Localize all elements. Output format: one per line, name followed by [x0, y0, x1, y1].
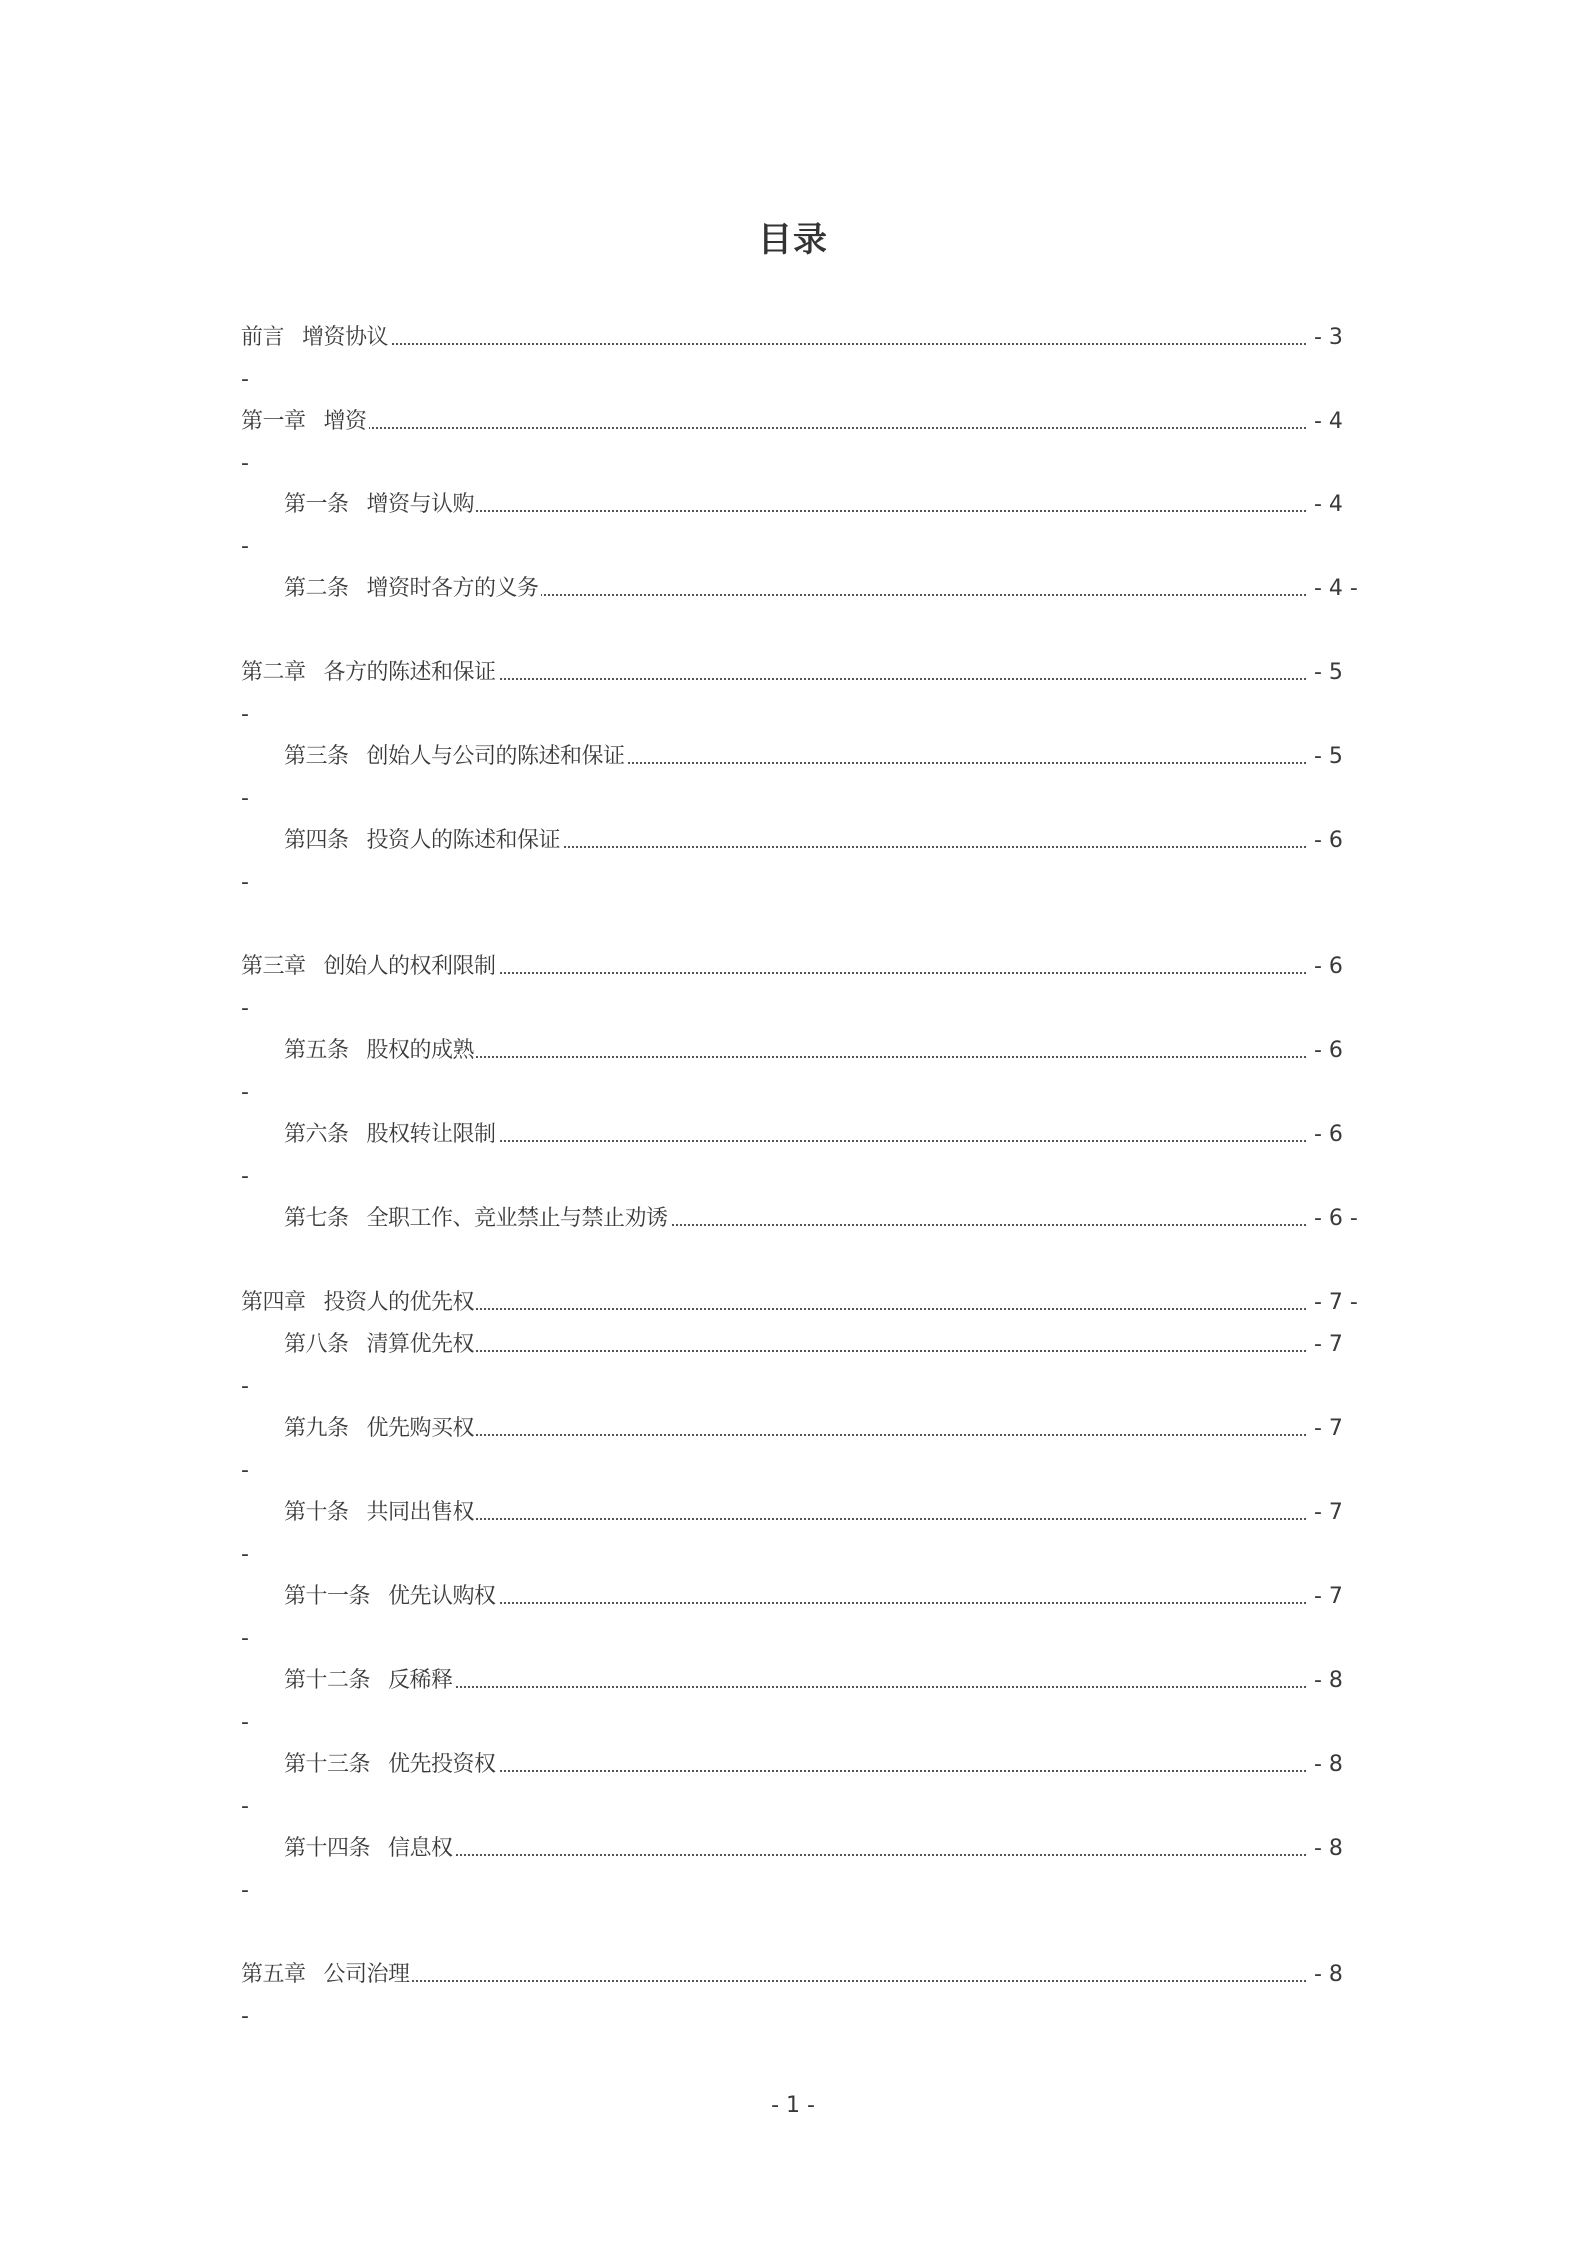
toc-entry-label — [284, 824, 562, 858]
toc-entry[interactable] — [284, 1202, 1306, 1236]
toc-entry-text: 优先认购权 — [388, 1584, 496, 1609]
toc-entry-number: 第三条 — [284, 744, 349, 769]
toc-title: 目录 — [758, 220, 828, 260]
toc-entry-page: - 6 — [1314, 954, 1343, 979]
toc-entry-text: 共同出售权 — [366, 1500, 475, 1525]
toc-entry[interactable] — [241, 1286, 1306, 1320]
toc-entry[interactable] — [284, 1118, 1306, 1152]
toc-entry-number: 第十一条 — [284, 1584, 371, 1609]
toc-entry-page-wrap: - — [241, 786, 249, 811]
toc-entry-label — [241, 405, 369, 439]
toc-entry-label — [241, 656, 498, 690]
toc-entry-text: 股权的成熟 — [366, 1038, 475, 1063]
toc-entry-page: - 7 — [1314, 1500, 1343, 1525]
toc-entry-text: 各方的陈述和保证 — [323, 660, 496, 685]
toc-entry-page: - 6 — [1314, 1122, 1343, 1147]
toc-entry-page: - 7 — [1314, 1416, 1343, 1441]
toc-entry-number: 第十二条 — [284, 1668, 371, 1693]
toc-entry-text: 优先购买权 — [366, 1416, 475, 1441]
toc-entry[interactable] — [284, 1664, 1306, 1698]
toc-entry-page-wrap: - — [241, 451, 249, 476]
toc-entry-number: 第十四条 — [284, 1836, 371, 1861]
toc-entry-page-wrap: - — [241, 367, 249, 392]
toc-entry-page-wrap: - — [241, 1164, 249, 1189]
toc-entry-page: - 4 — [1314, 492, 1343, 517]
toc-entry-number: 第六条 — [284, 1122, 349, 1147]
toc-entry-label — [284, 1328, 476, 1362]
toc-entry-page: - 7 — [1314, 1584, 1343, 1609]
toc-entry-page: - 8 — [1314, 1752, 1343, 1777]
toc-entry[interactable] — [241, 321, 1306, 355]
toc-entry-number: 前言 — [241, 325, 285, 350]
toc-entry-page-wrap: - — [241, 2004, 249, 2029]
toc-entry[interactable] — [241, 656, 1306, 690]
toc-entry[interactable] — [284, 824, 1306, 858]
toc-entry-number: 第十条 — [284, 1500, 349, 1525]
toc-entry-text: 全职工作、竞业禁止与禁止劝诱 — [366, 1206, 668, 1231]
toc-entry-page: - 7 - — [1314, 1290, 1358, 1315]
toc-entry-label — [284, 1202, 670, 1236]
toc-entry-number: 第九条 — [284, 1416, 349, 1441]
toc-entry-page: - 5 — [1314, 660, 1343, 685]
toc-entry-number: 第五章 — [241, 1962, 306, 1987]
dot-leader — [241, 427, 1306, 429]
toc-entry-text: 投资人的陈述和保证 — [366, 828, 561, 853]
toc-entry[interactable] — [241, 405, 1306, 439]
toc-entry-number: 第七条 — [284, 1206, 349, 1231]
toc-entry-page: - 6 - — [1314, 1206, 1358, 1231]
toc-entry-page: - 8 — [1314, 1668, 1343, 1693]
toc-entry-text: 增资协议 — [302, 325, 389, 350]
toc-entry[interactable] — [284, 1034, 1306, 1068]
toc-entry-number: 第一章 — [241, 409, 306, 434]
toc-entry[interactable] — [284, 1496, 1306, 1530]
toc-entry[interactable] — [284, 1832, 1306, 1866]
toc-entry-page: - 8 — [1314, 1836, 1343, 1861]
toc-entry-label — [241, 321, 390, 355]
toc-entry-text: 增资时各方的义务 — [366, 576, 539, 601]
page-number-footer: - 1 - — [771, 2093, 815, 2118]
toc-entry-text: 增资与认购 — [366, 492, 475, 517]
toc-entry-page-wrap: - — [241, 1374, 249, 1399]
toc-entry[interactable] — [284, 1412, 1306, 1446]
toc-entry-label — [284, 1034, 476, 1068]
toc-entry-page: - 6 — [1314, 828, 1343, 853]
toc-entry-label — [284, 1118, 498, 1152]
toc-entry[interactable] — [241, 950, 1306, 984]
toc-entry-number: 第五条 — [284, 1038, 349, 1063]
toc-entry-page-wrap: - — [241, 1794, 249, 1819]
toc-entry-number: 第二章 — [241, 660, 306, 685]
toc-entry-label — [284, 1832, 455, 1866]
toc-entry-page-wrap: - — [241, 1710, 249, 1735]
toc-entry-text: 创始人与公司的陈述和保证 — [366, 744, 625, 769]
toc-entry-page-wrap: - — [241, 534, 249, 559]
toc-entry-label — [241, 1958, 412, 1992]
toc-entry[interactable] — [241, 1958, 1306, 1992]
toc-entry-label — [284, 1496, 476, 1530]
toc-entry-text: 清算优先权 — [366, 1332, 475, 1357]
toc-entry-page-wrap: - — [241, 1626, 249, 1651]
toc-entry-page: - 6 — [1314, 1038, 1343, 1063]
toc-entry-text: 投资人的优先权 — [323, 1290, 475, 1315]
toc-entry-page: - 4 — [1314, 409, 1343, 434]
toc-entry-label — [284, 572, 541, 606]
toc-entry-label — [284, 488, 476, 522]
toc-entry-label — [241, 950, 498, 984]
dot-leader — [241, 343, 1306, 345]
toc-entry-page: - 3 — [1314, 325, 1343, 350]
toc-entry[interactable] — [284, 1748, 1306, 1782]
toc-entry-number: 第四条 — [284, 828, 349, 853]
toc-entry-number: 第三章 — [241, 954, 306, 979]
toc-entry-text: 优先投资权 — [388, 1752, 496, 1777]
toc-entry-page-wrap: - — [241, 996, 249, 1021]
toc-entry-label — [284, 1580, 498, 1614]
toc-entry-number: 第四章 — [241, 1290, 306, 1315]
toc-entry-page: - 8 — [1314, 1962, 1343, 1987]
toc-entry-page-wrap: - — [241, 1080, 249, 1105]
toc-entry-text: 信息权 — [388, 1836, 453, 1861]
toc-entry-page-wrap: - — [241, 870, 249, 895]
toc-entry-number: 第十三条 — [284, 1752, 371, 1777]
toc-entry-page: - 7 — [1314, 1332, 1343, 1357]
toc-entry-number: 第八条 — [284, 1332, 349, 1357]
toc-entry[interactable] — [284, 572, 1306, 606]
toc-entry-page: - 5 — [1314, 744, 1343, 769]
toc-entry[interactable] — [284, 1580, 1306, 1614]
toc-entry-text: 增资 — [323, 409, 367, 434]
toc-entry[interactable] — [284, 1328, 1306, 1362]
toc-entry-label — [284, 1748, 498, 1782]
toc-entry[interactable] — [284, 488, 1306, 522]
toc-entry-page-wrap: - — [241, 702, 249, 727]
toc-entry-page-wrap: - — [241, 1878, 249, 1903]
toc-entry-page-wrap: - — [241, 1542, 249, 1567]
toc-entry-text: 股权转让限制 — [366, 1122, 496, 1147]
toc-entry-label — [284, 1412, 476, 1446]
toc-entry-text: 公司治理 — [323, 1962, 410, 1987]
toc-entry-page-wrap: - — [241, 1458, 249, 1483]
toc-entry[interactable] — [284, 740, 1306, 774]
toc-entry-label — [284, 1664, 455, 1698]
toc-entry-number: 第二条 — [284, 576, 349, 601]
toc-entry-label — [284, 740, 627, 774]
toc-entry-text: 反稀释 — [388, 1668, 453, 1693]
toc-entry-label — [241, 1286, 476, 1320]
toc-entry-number: 第一条 — [284, 492, 349, 517]
toc-entry-page: - 4 - — [1314, 576, 1358, 601]
toc-entry-text: 创始人的权利限制 — [323, 954, 496, 979]
